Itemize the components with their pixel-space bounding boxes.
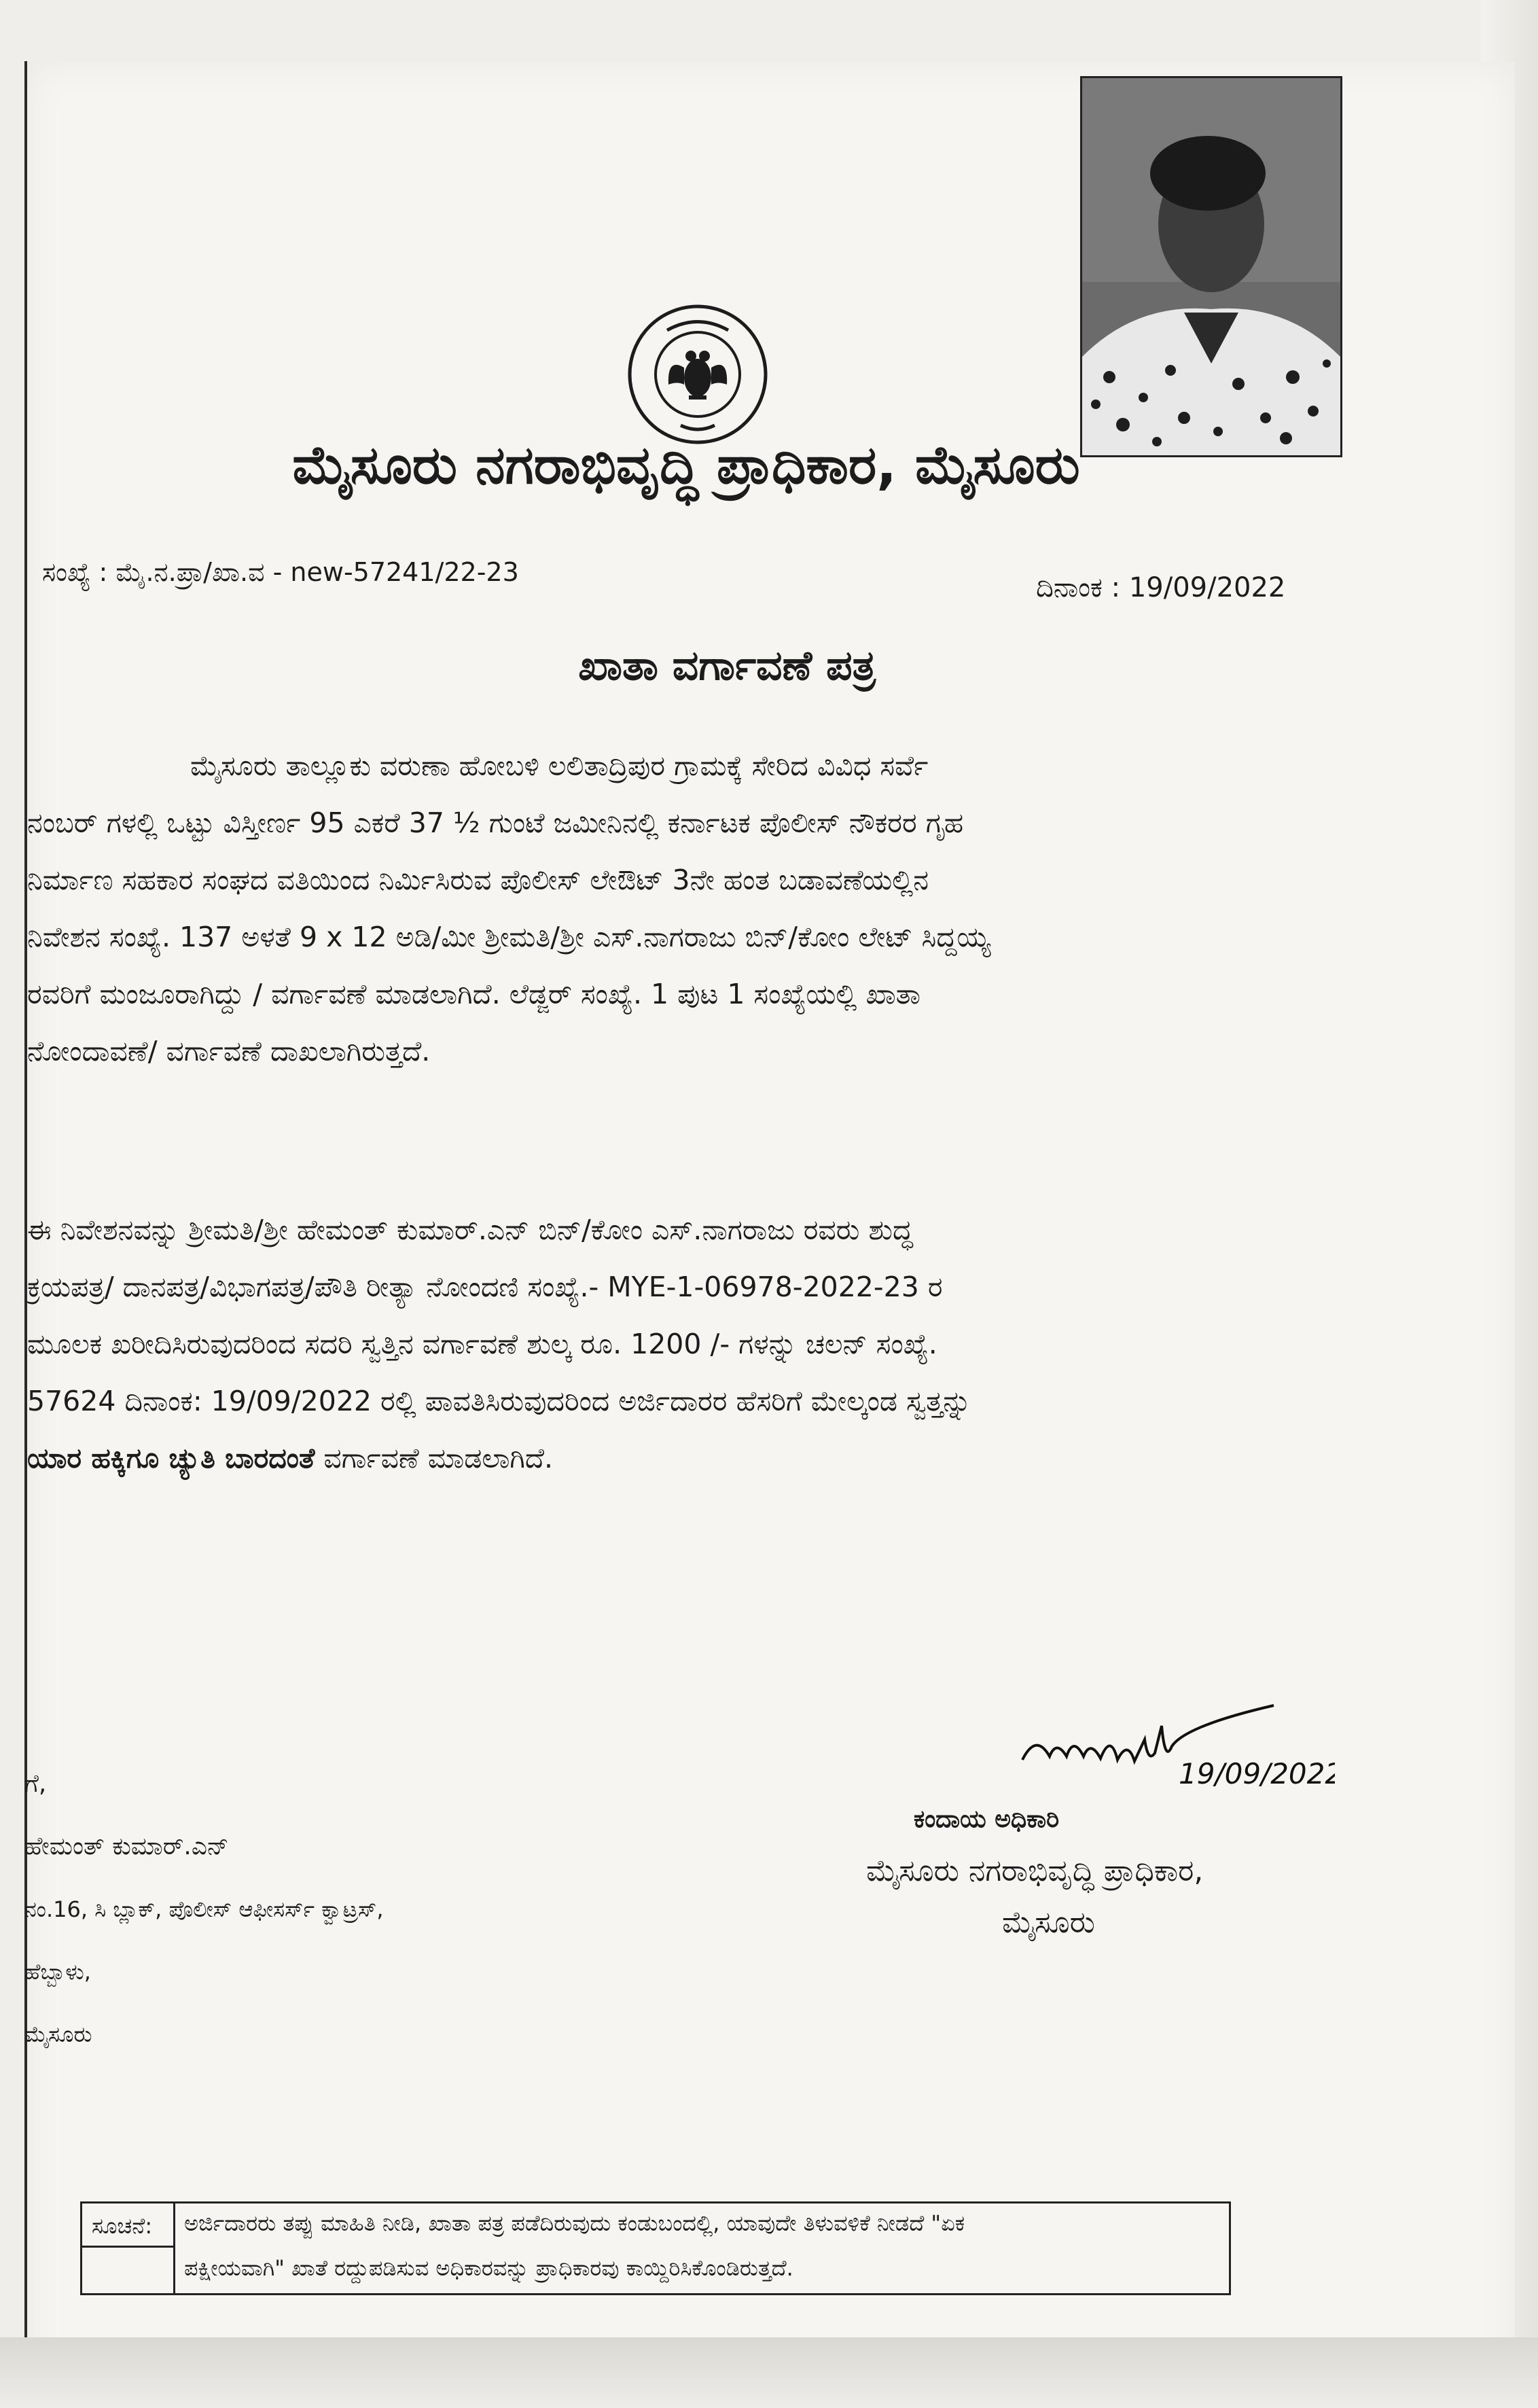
- recipient-name: ಹೇಮಂತ್ ಕುಮಾರ್.ಎನ್: [24, 1832, 229, 1860]
- text-line: ನಿರ್ಮಾಣ ಸಹಕಾರ ಸಂಘದ ವತಿಯಿಂದ ನಿರ್ಮಿಸಿರುವ ಪೊಲೀಸ್ ಲೇಔಟ್ 3ನೇ ಹಂತ ಬಡಾವಣೆಯಲ್ಲಿನ: [27, 864, 929, 896]
- document-heading: ಖಾತಾ ವರ್ಗಾವಣೆ ಪತ್ರ: [578, 642, 876, 690]
- divider: [82, 2246, 173, 2248]
- recipient-address: [24, 1753, 384, 2066]
- text-line: 57624 ದಿನಾಂಕ: 19/09/2022 ರಲ್ಲಿ ಪಾವತಿಸಿರುವುದರಿಂದ ಅರ್ಜಿದಾರರ ಹೆಸರಿಗೆ ಮೇಲ್ಕಂಡ ಸ್ವತ್ತನ್ನು: [27, 1385, 971, 1417]
- signatory-designation: ಕಂದಾಯ ಅಧಿಕಾರಿ: [914, 1805, 1060, 1833]
- svg-text:19/09/2022: 19/09/2022: [1179, 1757, 1335, 1790]
- notice-box: [80, 2201, 1231, 2295]
- signatory-organization: ಮೈಸೂರು ನಗರಾಭಿವೃದ್ಧಿ ಪ್ರಾಧಿಕಾರ,: [866, 1854, 1204, 1888]
- signatory-city: ಮೈಸೂರು: [1002, 1905, 1095, 1940]
- applicant-photo: [1080, 76, 1342, 457]
- paragraph-allotment: [27, 737, 990, 1080]
- text-line: ನಂಬರ್ ಗಳಲ್ಲಿ ಒಟ್ಟು ವಿಸ್ತೀರ್ಣ 95 ಎಕರೆ 37 ½ ಗುಂಟೆ ಜಮೀನಿನಲ್ಲಿ ಕರ್ನಾಟಕ ಪೊಲೀಸ್ ನೌಕರರ ಗೃಹ: [27, 807, 964, 839]
- recipient-to: ಗೆ,: [24, 1770, 47, 1798]
- emphasis-text: ಯಾರ ಹಕ್ಕಿಗೂ ಚ್ಯುತಿ ಬಾರದಂತೆ: [27, 1442, 315, 1474]
- text-line-rest: ವರ್ಗಾವಣೆ ಮಾಡಲಾಗಿದೆ.: [315, 1442, 554, 1474]
- notice-text-line: ಅರ್ಜಿದಾರರು ತಪ್ಪು ಮಾಹಿತಿ ನೀಡಿ, ಖಾತಾ ಪತ್ರ ಪಡೆದಿರುವುದು ಕಂಡುಬಂದಲ್ಲಿ, ಯಾವುದೇ ತಿಳುವಳಿಕೆ ನೀಡದೆ "ಏಕ: [184, 2210, 965, 2236]
- text-line: ರವರಿಗೆ ಮಂಜೂರಾಗಿದ್ದು / ವರ್ಗಾವಣೆ ಮಾಡಲಾಗಿದೆ. ಲೆಡ್ಜರ್ ಸಂಖ್ಯೆ. 1 ಪುಟ 1 ಸಂಖ್ಯೆಯಲ್ಲಿ ಖಾತಾ: [27, 978, 920, 1010]
- issue-date: ದಿನಾಂಕ : 19/09/2022: [1036, 572, 1286, 603]
- text-line: ನಿವೇಶನ ಸಂಖ್ಯೆ. 137 ಅಳತೆ 9 x 12 ಅಡಿ/ಮೀ ಶ್ರೀಮತಿ/ಶ್ರೀ ಎಸ್.ನಾಗರಾಜು ಬಿನ್/ಕೋಂ ಲೇಟ್ ಸಿದ್ದಯ್ಯ: [27, 921, 991, 953]
- text-line: ಕ್ರಯಪತ್ರ/ ದಾನಪತ್ರ/ವಿಭಾಗಪತ್ರ/ಪೌತಿ ರೀತ್ಯಾ ನೋಂದಣಿ ಸಂಖ್ಯೆ.- MYE-1-06978-2022-23 ರ: [27, 1271, 943, 1303]
- notice-text-line: ಪಕ್ಷೀಯವಾಗಿ" ಖಾತೆ ರದ್ದುಪಡಿಸುವ ಅಧಿಕಾರವನ್ನು ಪ್ರಾಧಿಕಾರವು ಕಾಯ್ದಿರಿಸಿಕೊಂಡಿರುತ್ತದೆ.: [184, 2255, 793, 2281]
- text-line: ನೋಂದಾವಣೆ/ ವರ್ಗಾವಣೆ ದಾಖಲಾಗಿರುತ್ತದೆ.: [27, 1035, 431, 1067]
- text-line: ಮೈಸೂರು ತಾಲ್ಲೂಕು ವರುಣಾ ಹೋಬಳಿ ಲಲಿತಾದ್ರಿಪುರ ಗ್ರಾಮಕ್ಕೆ ಸೇರಿದ ವಿವಿಧ ಸರ್ವೆ: [190, 749, 929, 782]
- text-line: ಮೂಲಕ ಖರೀದಿಸಿರುವುದರಿಂದ ಸದರಿ ಸ್ವತ್ತಿನ ವರ್ಗಾವಣೆ ಶುಲ್ಕ ರೂ. 1200 /- ಗಳನ್ನು ಚಲನ್ ಸಂಖ್ಯೆ.: [27, 1328, 937, 1360]
- handwritten-signature: [1009, 1699, 1335, 1794]
- text-line: ಈ ನಿವೇಶನವನ್ನು ಶ್ರೀಮತಿ/ಶ್ರೀ ಹೇಮಂತ್ ಕುಮಾರ್.ಎನ್ ಬಿನ್/ಕೋಂ ಎಸ್.ನಾಗರಾಜು ರವರು ಶುದ್ಧ: [27, 1214, 913, 1246]
- notice-label-cell: [82, 2203, 175, 2293]
- authority-emblem-logo: [626, 303, 769, 446]
- text-line: [27, 1430, 971, 1487]
- reference-number: ಸಂಖ್ಯೆ : ಮೈ.ನ.ಪ್ರಾ/ಖಾ.ವ - new-57241/22-23: [42, 557, 519, 587]
- notice-label: ಸೂಚನೆ:: [92, 2213, 153, 2239]
- recipient-city: ಮೈಸೂರು: [24, 2021, 92, 2047]
- page-bottom-shadow: [0, 2337, 1538, 2408]
- recipient-address-line: ನಂ.16, ಸಿ ಬ್ಲಾಕ್, ಪೊಲೀಸ್ ಆಫೀಸರ್ಸ್ ಕ್ವಾಟ್ರಸ್,: [24, 1896, 384, 1922]
- paragraph-transfer: [27, 1201, 971, 1487]
- page-title: ಮೈಸೂರು ನಗರಾಭಿವೃದ್ಧಿ ಪ್ರಾಧಿಕಾರ, ಮೈಸೂರು: [292, 435, 1080, 496]
- signatory-block: [866, 1794, 1203, 1949]
- recipient-address-line: ಹೆಬ್ಬಾಳು,: [24, 1959, 91, 1985]
